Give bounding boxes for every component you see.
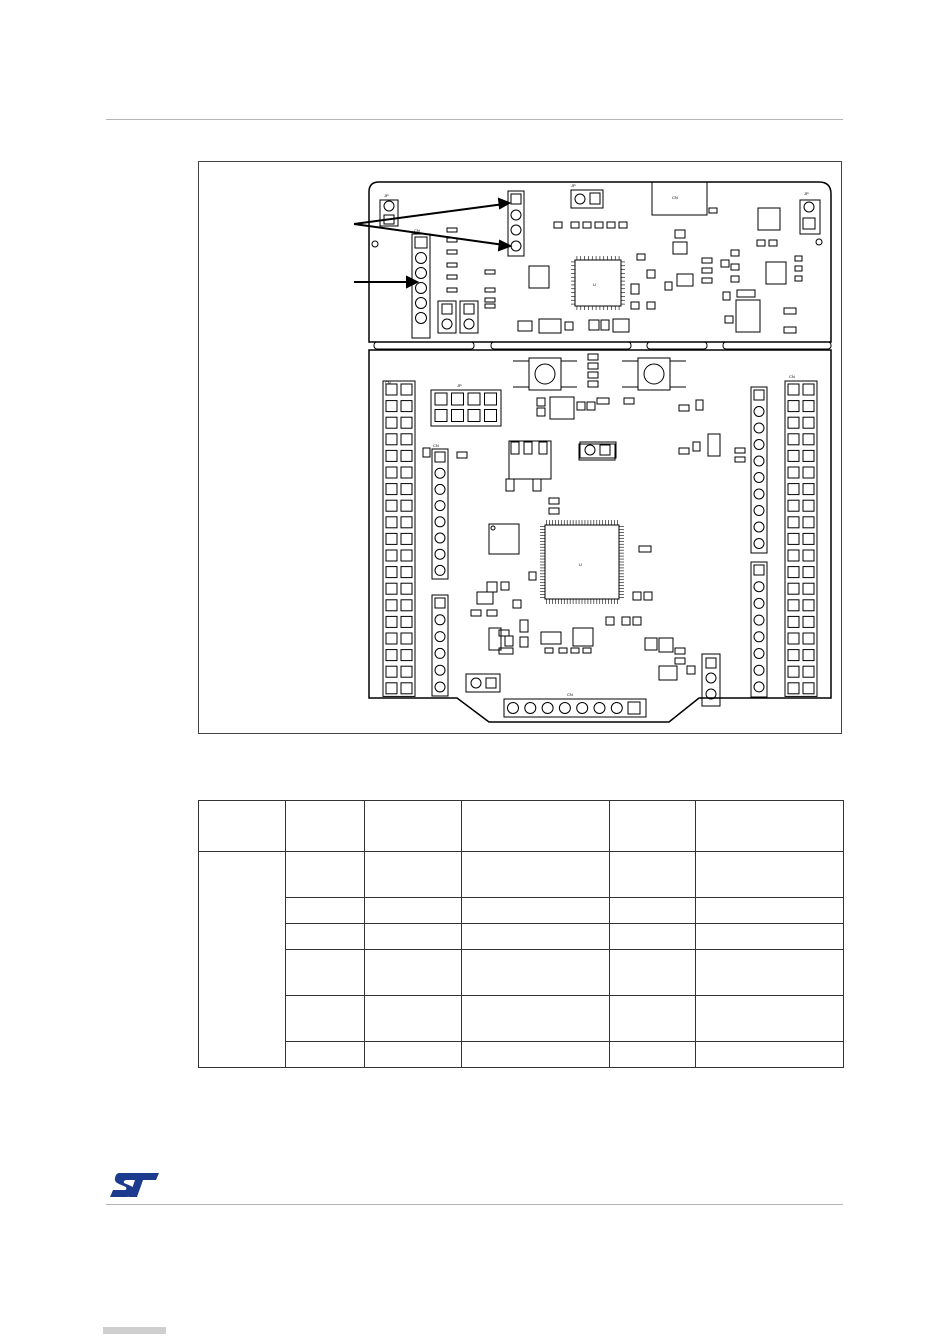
table-cell — [365, 950, 462, 996]
table-cell — [696, 950, 844, 996]
table-cell — [286, 898, 365, 924]
board-slots — [374, 342, 831, 349]
table-cell — [286, 924, 365, 950]
cn5-connector — [432, 449, 448, 579]
label-jp5: JP — [457, 383, 462, 388]
u10-chip — [489, 524, 519, 554]
label-jp1: JP — [571, 183, 576, 188]
jp-top-horizontal — [571, 190, 603, 208]
table-header-cell — [286, 801, 365, 852]
table-header-cell — [696, 801, 844, 852]
table-cell — [462, 1042, 610, 1068]
table-cell — [696, 1042, 844, 1068]
table-row — [199, 852, 844, 898]
table-row — [199, 950, 844, 996]
table-cell — [365, 924, 462, 950]
table-cell — [286, 852, 365, 898]
board-figure-frame — [198, 161, 842, 734]
table-cell — [462, 996, 610, 1042]
st-logo-icon — [109, 1172, 161, 1198]
label-cn10: CN — [385, 380, 391, 385]
label-cn3: CN — [414, 228, 420, 233]
label-cn1: CN — [672, 195, 678, 200]
table-cell — [610, 996, 696, 1042]
jp5-header — [431, 390, 501, 426]
cn3-connector — [412, 234, 430, 338]
cn9-connector — [432, 595, 448, 696]
table-cell — [365, 898, 462, 924]
table-header-cell — [365, 801, 462, 852]
label-cn5: CN — [433, 443, 439, 448]
label-u5: U — [579, 562, 582, 567]
table-cell — [462, 950, 610, 996]
board-drawing — [199, 162, 843, 735]
label-cn6: CN — [789, 374, 795, 379]
table-cell — [696, 996, 844, 1042]
cn6-right-header — [785, 381, 817, 696]
table-header-cell — [610, 801, 696, 852]
table-cell — [696, 898, 844, 924]
table-header-cell — [462, 801, 610, 852]
table-cell — [462, 852, 610, 898]
label-jp-left: JP — [384, 193, 389, 198]
page-tab — [103, 1327, 166, 1334]
label-cn11: CN — [567, 692, 573, 697]
table-row — [199, 996, 844, 1042]
jp-pair-upper — [438, 301, 478, 333]
usb-connector — [652, 182, 707, 215]
table-header-cell — [199, 801, 286, 852]
label-jp2: JP — [804, 191, 809, 196]
cn7-connector — [751, 387, 767, 553]
table-cell — [286, 1042, 365, 1068]
pin-table — [198, 800, 844, 1068]
table-cell — [365, 852, 462, 898]
table-cell — [696, 924, 844, 950]
upper-misc-parts — [529, 208, 796, 333]
table-cell — [286, 996, 365, 1042]
stlink-mcu — [571, 256, 625, 310]
main-mcu — [540, 520, 624, 604]
table-row — [199, 1042, 844, 1068]
table-row — [199, 924, 844, 950]
cn11-connector — [504, 699, 646, 717]
footer-rule — [106, 1204, 843, 1205]
push-buttons — [513, 354, 686, 390]
cn8-connector — [751, 562, 767, 697]
table-header-row — [199, 801, 844, 852]
table-cell — [610, 924, 696, 950]
table-cell — [286, 950, 365, 996]
cn10-left-header — [383, 381, 415, 696]
table-cell — [610, 1042, 696, 1068]
table-cell — [365, 996, 462, 1042]
table-cell — [610, 852, 696, 898]
table-cell — [610, 950, 696, 996]
header-rule — [106, 119, 843, 120]
table-cell — [610, 898, 696, 924]
table-cell — [462, 924, 610, 950]
lower-middle-parts — [423, 397, 745, 680]
upper-right-parts — [731, 200, 822, 332]
table-cell — [696, 852, 844, 898]
label-u2: U — [593, 282, 596, 287]
table-cell — [462, 898, 610, 924]
table-row — [199, 898, 844, 924]
table-group-cell — [199, 852, 286, 1068]
jp-upper-left — [372, 200, 398, 247]
table-cell — [365, 1042, 462, 1068]
